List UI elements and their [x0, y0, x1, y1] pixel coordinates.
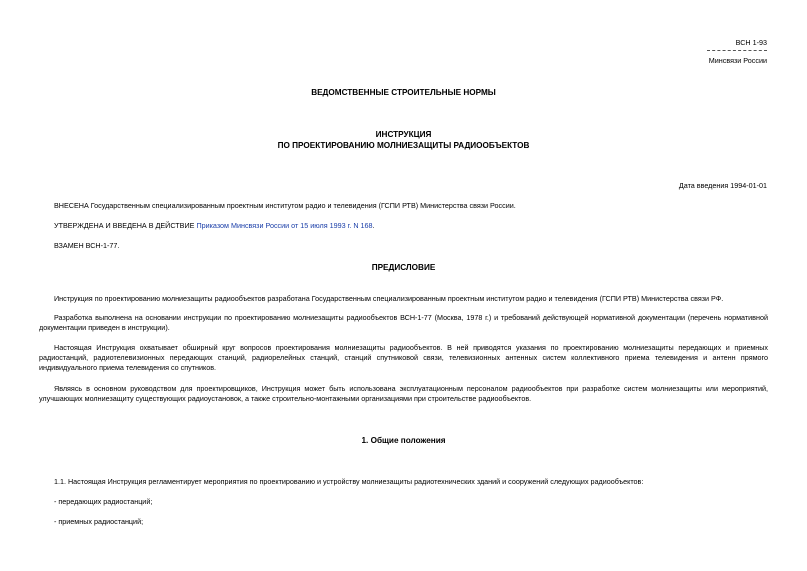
document-title-line-1: ИНСТРУКЦИЯ — [375, 130, 432, 139]
clause-1-1: 1.1. Настоящая Инструкция регламентирует мероприятия по проектированию и устройству молниезащиты радиотехнических зданий и сооружений следующих радиообъектов: — [54, 477, 644, 486]
foreword-paragraph: Настоящая Инструкция охватывает обширный круг вопросов проектирования молниезащиты радиообъектов. В ней приводятся указания по проектированию молниезащиты передающих и приемных радиостанций, радиотелевизионных передающих станций, радиорелейных станций, станций спутниковой связи, телевизионных антенных систем коллективного приема телевидения и антенн прямого индивидуального приема телевидения со спутников. — [39, 343, 768, 372]
section-1-title: 1. Общие положения — [361, 436, 446, 445]
document-title-line-2: ПО ПРОЕКТИРОВАНИЮ МОЛНИЕЗАЩИТЫ РАДИООБЪЕКТОВ — [277, 141, 530, 150]
list-item: - приемных радиостанций; — [54, 517, 144, 526]
introduction-date: Дата введения 1994-01-01 — [678, 181, 767, 190]
document-category-heading: ВЕДОМСТВЕННЫЕ СТРОИТЕЛЬНЫЕ НОРМЫ — [311, 88, 496, 97]
foreword-paragraph: Являясь в основном руководством для проектировщиков, Инструкция может быть использована эксплуатационным персоналом радиообъектов при разработке систем молниезащиты или мероприятий, улучшающих молниезащиту существующих радиоустановок, а также строительно-монтажными организациями при строительстве радиообъектов. — [39, 384, 768, 403]
ministry-label: Минсвязи России — [708, 56, 767, 65]
replaces-note: ВЗАМЕН ВСН-1-77. — [54, 241, 120, 250]
document-code-block — [707, 38, 767, 65]
introduced-by: ВНЕСЕНА Государственным специализированным проектным институтом радио и телевидения (ГСПИ РТВ) Министерства связи России. — [54, 201, 516, 210]
foreword-title: ПРЕДИСЛОВИЕ — [371, 263, 436, 272]
approved-by — [54, 221, 375, 231]
order-link[interactable]: Приказом Минсвязи России от 15 июля 1993 г. N 168 — [196, 221, 373, 230]
approved-prefix: УТВЕРЖДЕНА И ВВЕДЕНА В ДЕЙСТВИЕ — [54, 221, 197, 230]
approved-suffix: . — [372, 221, 375, 230]
document-code: ВСН 1-93 — [735, 38, 767, 47]
code-divider — [707, 50, 767, 51]
foreword-paragraph: Разработка выполнена на основании инструкции по проектированию молниезащиты радиообъектов ВСН-1-77 (Москва, 1978 г.) и требований действующей нормативной документации (перечень нормативной документации приведен в инструкции). — [39, 313, 768, 332]
list-item: - передающих радиостанций; — [54, 497, 153, 506]
document-title — [0, 129, 807, 151]
foreword-paragraph: Инструкция по проектированию молниезащиты радиообъектов разработана Государственным специализированным проектным институтом радио и телевидения (ГСПИ РТВ) Министерства связи РФ. — [54, 294, 724, 303]
